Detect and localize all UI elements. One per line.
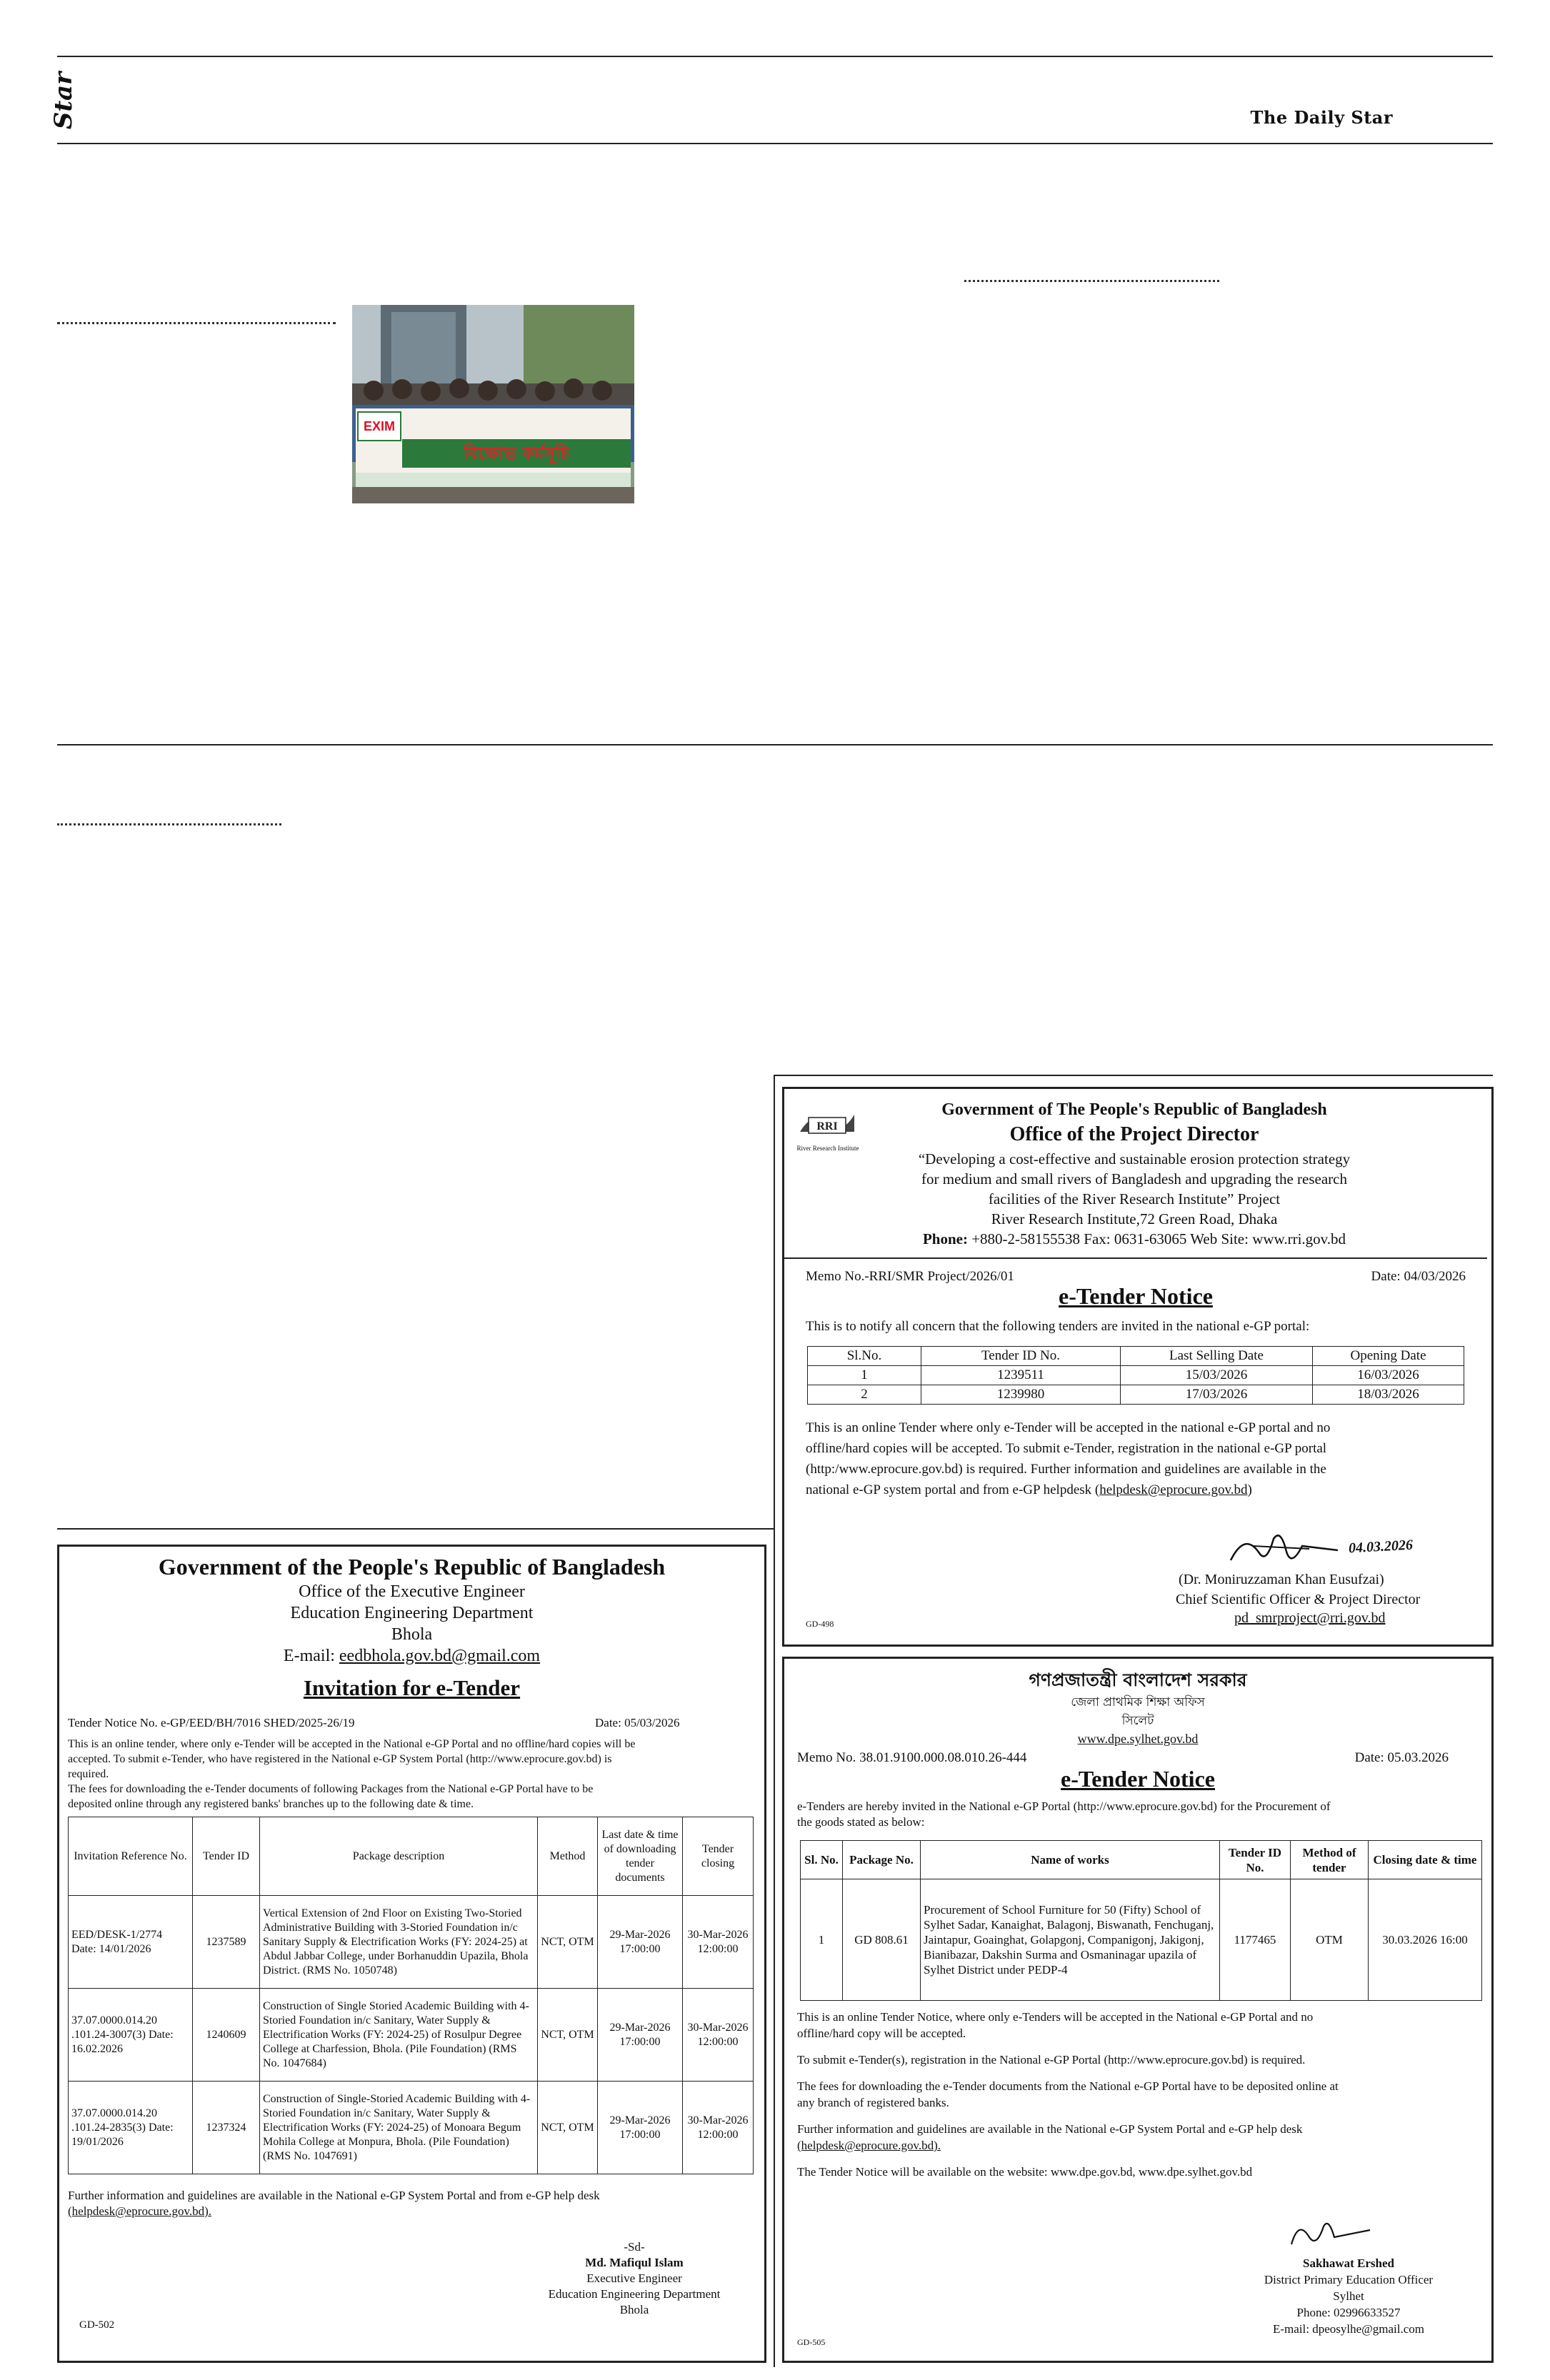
rri-logo-caption: River Research Institute [796,1145,859,1152]
bhola-gd-code: GD-502 [79,2319,115,2331]
table-cell: 1 [808,1366,921,1385]
bhola-dept: Education Engineering Department [290,1604,534,1622]
table-cell: NCT, OTM [538,1989,598,2082]
rri-project-line: “Developing a cost-effective and sustainable erosion protection strategy [918,1150,1351,1168]
table-cell: OTM [1291,1879,1369,2001]
svg-text:RRI: RRI [816,1120,838,1133]
table-cell: 18/03/2026 [1313,1385,1464,1405]
column-divider [774,1075,775,2367]
rri-project-line: for medium and small rivers of Bangladesh and upgrading the research [921,1170,1347,1188]
rri-tender-table [807,1346,1464,1405]
svg-text:বিক্ষোভ কর্মসূচি: বিক্ষোভ কর্মসূচি [463,443,570,463]
table-row [801,1879,1482,2001]
table-cell: 29-Mar-2026 17:00:00 [598,1896,683,1989]
table-cell: NCT, OTM [538,2082,598,2174]
table-cell: 37.07.0000.014.20 .101.24-3007(3) Date: 16.02.2026 [69,1989,193,2082]
sylhet-body: This is an online Tender Notice, where only e-Tenders will be accepted in the National e-GP Portal and no offline/hard copy will be accepted. To submit e-Tender(s), registration in the National e-GP Portal (http://www.eprocure.gov.bd) is required. The fees for downloading the e-Tender documents from the National e-GP Portal have to be deposited online at any branch of registered banks. Further information and guidelines are available in the National e-GP System Portal and e-GP help desk (helpdesk@eprocure.gov.bd). The Tender Notice will be available on the website: www.dpe.gov.bd, www.dpe.sylhet.gov.bd [797,2010,1339,2179]
bhola-gov-title: Government of the People's Republic of Bangladesh [158,1554,666,1580]
table-row [808,1366,1464,1385]
ad-area-rule [774,1075,1493,1076]
rri-memo: Memo No.-RRI/SMR Project/2026/01 [806,1269,1014,1284]
table-cell: 2 [808,1385,921,1405]
rri-intro: This is to notify all concern that the following tenders are invited in the national e-GP portal: [806,1319,1310,1334]
header-rule [57,143,1493,144]
divider-dotted [57,322,336,324]
table-header: Tender ID [193,1817,260,1896]
table-row [808,1385,1464,1405]
sylhet-web[interactable]: www.dpe.sylhet.gov.bd [1077,1732,1199,1746]
rri-gov-title: Government of The People's Republic of Bangladesh [941,1100,1327,1119]
bhola-date: Date: 05/03/2026 [595,1716,680,1729]
helpdesk-link[interactable]: helpdesk@eprocure.gov.bd [1099,1482,1248,1497]
table-cell: 30-Mar-2026 12:00:00 [683,1989,754,2082]
table-cell: 30.03.2026 16:00 [1369,1879,1482,2001]
table-cell: EED/DESK-1/2774 Date: 14/01/2026 [69,1896,193,1989]
rri-header-rule [784,1257,1487,1259]
sylhet-signature-block: Sakhawat Ershed District Primary Education Officer Sylhet Phone: 02996633527 E-mail: dpeosylhe@gmail.com [1213,2255,1484,2337]
divider-dotted [964,280,1219,282]
table-cell: 1 [801,1879,843,2001]
bhola-intro: This is an online tender, where only e-Tender will be accepted in the National e-GP Portal and no offline/hard copies will be accepted. To submit e-Tender, who have registered in the National e-GP System Portal (http://www.eprocure.gov.bd) is required. The fees for downloading the e-Tender documents of following Packages from the National e-GP Portal have to be deposited online through any registered banks' branches up to the following date & time. [68,1738,636,1810]
sylhet-signer: Sakhawat Ershed [1302,2256,1394,2270]
table-row [69,1896,754,1989]
table-cell: Vertical Extension of 2nd Floor on Existing Two-Storied Administrative Building with 3-Storied Foundation in/c Sanitary Supply & Electrification Works (FY: 2024-25) at Abdul Jabbar College, under Borhanuddin Upazila, Bhola District. (RMS No. 1050748) [260,1896,538,1989]
table-row [69,1989,754,2082]
table-cell: 37.07.0000.014.20 .101.24-2835(3) Date: 19/01/2026 [69,2082,193,2174]
table-cell: Construction of Single-Storied Academic Building with 4-Storied Foundation in/c Sanitary, Water Supply & Electrification Works (FY: 2024-25) of Monoara Begum Mohila College at Monpura, Bhola. (Pile Foundation) (RMS No. 1047691) [260,2082,538,2174]
section-rule [57,744,1493,745]
table-header: Sl.No. [808,1347,921,1366]
sylhet-place: সিলেট [1121,1714,1154,1728]
rri-designation: Chief Scientific Officer & Project Director [1176,1592,1421,1607]
table-header: Last Selling Date [1121,1347,1313,1366]
svg-text:EXIM: EXIM [363,419,396,433]
table-header: Package description [260,1817,538,1896]
table-cell: 1177465 [1220,1879,1291,2001]
table-cell: 1237324 [193,2082,260,2174]
table-cell: 30-Mar-2026 12:00:00 [683,1896,754,1989]
bhola-notice-no: Tender Notice No. e-GP/EED/BH/7016 SHED/2025-26/19 [68,1716,355,1729]
sylhet-office: জেলা প্রাথমিক শিক্ষা অফিস [1071,1695,1205,1709]
table-header: Closing date & time [1369,1841,1482,1879]
bhola-office: Office of the Executive Engineer [299,1582,525,1601]
sylhet-date: Date: 05.03.2026 [1354,1750,1449,1765]
bhola-place: Bhola [391,1625,433,1644]
table-row [69,2082,754,2174]
rri-date: Date: 04/03/2026 [1371,1269,1466,1284]
table-header: Tender ID No. [1220,1841,1291,1879]
table-header: Tender closing [683,1817,754,1896]
table-cell: 1237589 [193,1896,260,1989]
bhola-tender-table [68,1817,754,2174]
ad-bhola-tender [57,1545,766,2363]
sylhet-signature [1284,2216,1384,2251]
table-header: Name of works [921,1841,1220,1879]
table-cell: 1240609 [193,1989,260,2082]
rri-notice-title: e-Tender Notice [1059,1283,1213,1309]
table-header: Method of tender [1291,1841,1369,1879]
table-cell: 16/03/2026 [1313,1366,1464,1385]
table-header: Package No. [843,1841,921,1879]
sylhet-email[interactable]: E-mail: dpeosylhe@gmail.com [1272,2322,1425,2336]
rri-gd-code: GD-498 [806,1619,834,1629]
sylhet-memo: Memo No. 38.01.9100.000.08.010.26-444 [797,1750,1027,1765]
rri-signature-date: 04.03.2026 [1348,1537,1414,1557]
bhola-title: Invitation for e-Tender [303,1675,521,1700]
bhola-email: E-mail: eedbhola.gov.bd@gmail.com [283,1647,541,1665]
sylhet-tender-table [800,1840,1482,2001]
table-cell: 1239511 [921,1366,1121,1385]
bhola-further: Further information and guidelines are available in the National e-GP System Portal and from e-GP help desk (helpdesk@eprocure.gov.bd). [68,2189,600,2218]
rri-logo [799,1105,856,1148]
table-header: Sl. No. [801,1841,843,1879]
column-rule [57,1528,774,1530]
rri-office-title: Office of the Project Director [1009,1123,1259,1145]
rri-email[interactable]: pd_smrproject@rri.gov.bd [1234,1610,1386,1626]
svg-text:Star: Star [49,71,78,130]
bhola-signature-block: -Sd- Md. Mafiqul Islam Executive Engineer Education Engineering Department Bhola [516,2239,752,2318]
rri-signer: (Dr. Moniruzzaman Khan Eusufzai) [1179,1572,1384,1587]
bhola-email-link[interactable]: eedbhola.gov.bd@gmail.com [339,1647,541,1665]
table-cell: 29-Mar-2026 17:00:00 [598,2082,683,2174]
rri-body: This is an online Tender where only e-Tender will be accepted in the national e-GP portal and no offline/hard copies will be accepted. To submit e-Tender, registration in the national e-GP portal (http:/www.eprocure.gov.bd) is required. Further information and guidelines are available in the national e-GP system portal and from e-GP helpdesk (helpdesk@eprocure.gov.bd) [806,1420,1331,1497]
divider-dotted [57,823,281,825]
table-header: Tender ID No. [921,1347,1121,1366]
protest-photo [352,305,634,503]
rri-contact: Phone: +880-2-58155538 Fax: 0631-63065 Web Site: www.rri.gov.bd [922,1230,1346,1247]
table-cell: 15/03/2026 [1121,1366,1313,1385]
sylhet-gov-title: গণপ্রজাতন্ত্রী বাংলাদেশ সরকার [1029,1669,1247,1690]
table-header: Invitation Reference No. [69,1817,193,1896]
table-cell: NCT, OTM [538,1896,598,1989]
top-rule [57,56,1493,57]
ad-rri-tender [782,1087,1494,1647]
masthead-paper-name: The Daily Star [1250,107,1393,128]
sylhet-intro: e-Tenders are hereby invited in the National e-GP Portal (http://www.eprocure.gov.bd) for the Procurement of the goods stated as below: [797,1799,1331,1829]
table-header: Opening Date [1313,1347,1464,1366]
rri-project-line: facilities of the River Research Institute” Project [988,1190,1281,1207]
table-cell: GD 808.61 [843,1879,921,2001]
sylhet-gd-code: GD-505 [797,2337,826,2347]
table-header: Last date & time of downloading tender documents [598,1817,683,1896]
table-cell: Procurement of School Furniture for 50 (Fifty) School of Sylhet Sadar, Kanaighat, Balagonj, Biswanath, Fenchuganj, Jaintapur, Goainghat, Golapgonj, Companigonj, Jakigonj, Bianibazar, Dakshin Surma and Osmaninagar upazila of Sylhet District under PEDP-4 [921,1879,1220,2001]
rri-address: River Research Institute,72 Green Road, Dhaka [991,1210,1278,1227]
sylhet-title: e-Tender Notice [1061,1766,1215,1792]
table-cell: 17/03/2026 [1121,1385,1313,1405]
table-cell: 29-Mar-2026 17:00:00 [598,1989,683,2082]
star-section-logo [49,68,86,134]
ad-sylhet-tender [782,1657,1494,2363]
table-cell: Construction of Single Storied Academic Building with 4-Storied Foundation in/c Sanitary, Water Supply & Electrification Works (FY: 2024-25) of Rosulpur Degree College at Charfession, Bhola. (Pile Foundation) (RMS No. 1047684) [260,1989,538,2082]
table-cell: 30-Mar-2026 12:00:00 [683,2082,754,2174]
bhola-signer: Md. Mafiqul Islam [585,2256,684,2269]
table-header: Method [538,1817,598,1896]
table-cell: 1239980 [921,1385,1121,1405]
